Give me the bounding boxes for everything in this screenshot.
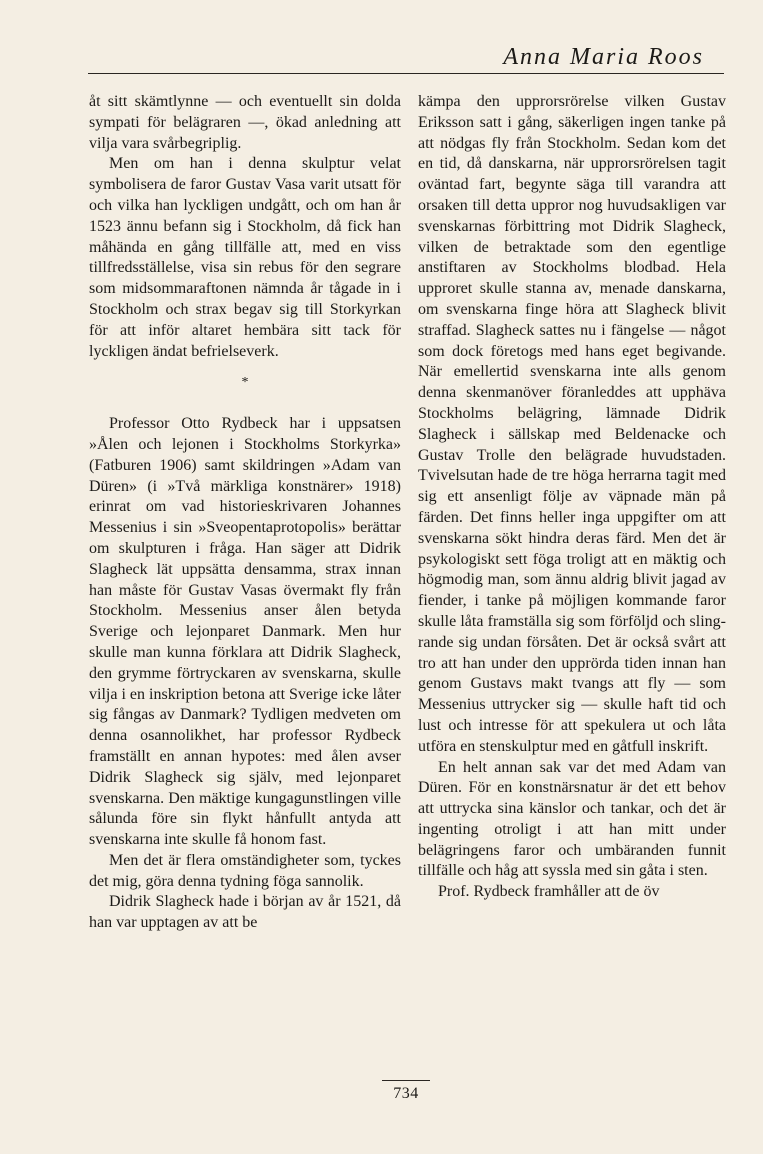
page-footer xyxy=(380,1080,432,1103)
right-column xyxy=(418,92,726,903)
paragraph: Men det är flera omständigheter som, tyckes det mig, göra denna tydning föga sannolik. xyxy=(89,851,401,890)
header-title: Anna Maria Roos xyxy=(503,44,704,70)
paragraph: Prof. Rydbeck framhåller att de öv xyxy=(438,883,660,901)
section-asterism: * xyxy=(241,375,249,391)
footer-rule xyxy=(382,1080,430,1081)
paragraph: Men om han i denna skulptur velat symbolisera de faror Gustav Vasa varit utsatt för och vilka han lyckligen undgått, och om han år 1523 ännu befann sig i Stockholm, då fick han måhända en gång tillfälle att, med en viss tillfredsställelse, visa sin rebus för den segrare som midsommaraftonen nämnda år tågade in i Stockholm och strax begav sig till Storkyrkan för att inför altaret hembära sitt tack för lyckligen ändat befrielseverk. xyxy=(89,155,401,360)
paragraph: Didrik Slagheck hade i början av år 1521, då han var upptagen av att be xyxy=(89,893,401,932)
paragraph: Professor Otto Rydbeck har i uppsatsen »Ålen och lejonen i Stockholms Storkyrka» (Fatburen 1906) samt skildringen »Adam van Düren» (i »Två märkliga konstnärer» 1918) erinrat om vad historieskrivaren Johannes Messenius i sin »Sveopentaprotopolis» berättar om skulpturen i fråga. Han säger att Didrik Slagheck lät uppsätta densamma, strax innan han måste för Gustav Vasas övermakt fly från Stockholm. Messenius anser ålen betyda Sverige och lejonparet Danmark. Men hur skulle man kunna förklara att Didrik Slagheck, den grymme förtryckaren av svenskarna, skulle vilja i en inskription betona att Sverige icke låter sig fångas av Danmark? Tydligen medveten om denna osannolikhet, har professor Rydbeck framställt en annan hypotes: med ålen avser Didrik Slagheck sig själv, med lejonparet svenskarna. Den mäktige kungagunstlingen ville sålunda före sin flykt hånfullt antyda att svenskarna inte skulle få honom fast. xyxy=(89,415,401,849)
left-column xyxy=(89,92,401,934)
running-header xyxy=(88,40,724,74)
paragraph: kämpa den upprorsrörelse vilken Gustav Eriksson satt i gång, säkerligen ingen tanke på att nödgas fly från Stockholm. Sedan kom det en tid, då danskarna, när upprorsrörelsen tagit oväntad fart, begynte säga till varandra att orsaken till detta uppror nog huvudsakligen var svenskarnas förbittring mot Didrik Slagheck, vilken de betraktade som den egentlige anstiftaren av Stockholms blodbad. Hela upproret skulle stanna av, menade danskarna, om svenskarna finge höra att Slagheck blivit straffad. Slagheck sattes nu i fängelse — något som dock företogs med hans eget begivande. När emellertid svenskarna inte alls genom denna skenmanöver föranleddes att upphäva Stockholms belägring, lämnade Didrik Slagheck i sällskap med Beldenacke och Gustav Trolle den belägrade huvudstaden. Tvivelsutan hade de tre höga herrarna tagit med sig ett ansenligt följe av väpnade män på färden. Det finns heller inga uppgifter om att svenskarna sökt hindra deras färd. Men det är psykologiskt sett föga troligt att en mäktig och högmodig man, som ännu aldrig blivit jagad av fiender, i tanke på möjligen kommande faror skulle låta framställa sig som förföljd och slingrande sig undan försåten. Det är också svårt att tro att han under den upprörda tiden innan han genom Gustavs makt tvangs att fly — som Messenius uttrycker sig — skulle haft tid och lust och intresse för att spekulera ut och låta utföra en stenskulptur med en gåtfull inskrift. xyxy=(418,93,726,755)
paragraph: åt sitt skämtlynne — och eventuellt sin dolda sympati för belägraren —, ökad anledning att vilja vara svårbegriplig. xyxy=(89,93,401,152)
paragraph: En helt annan sak var det med Adam van Düren. För en konstnärsnatur är det ett behov att uttrycka sina känslor och tankar, och det är ingenting otroligt i att han mitt under belägringens faror och umbäranden funnit tillfälle och håg att syssla med sin gåta i sten. xyxy=(418,758,726,880)
page-number: 734 xyxy=(393,1085,419,1102)
header-rule xyxy=(88,73,724,74)
